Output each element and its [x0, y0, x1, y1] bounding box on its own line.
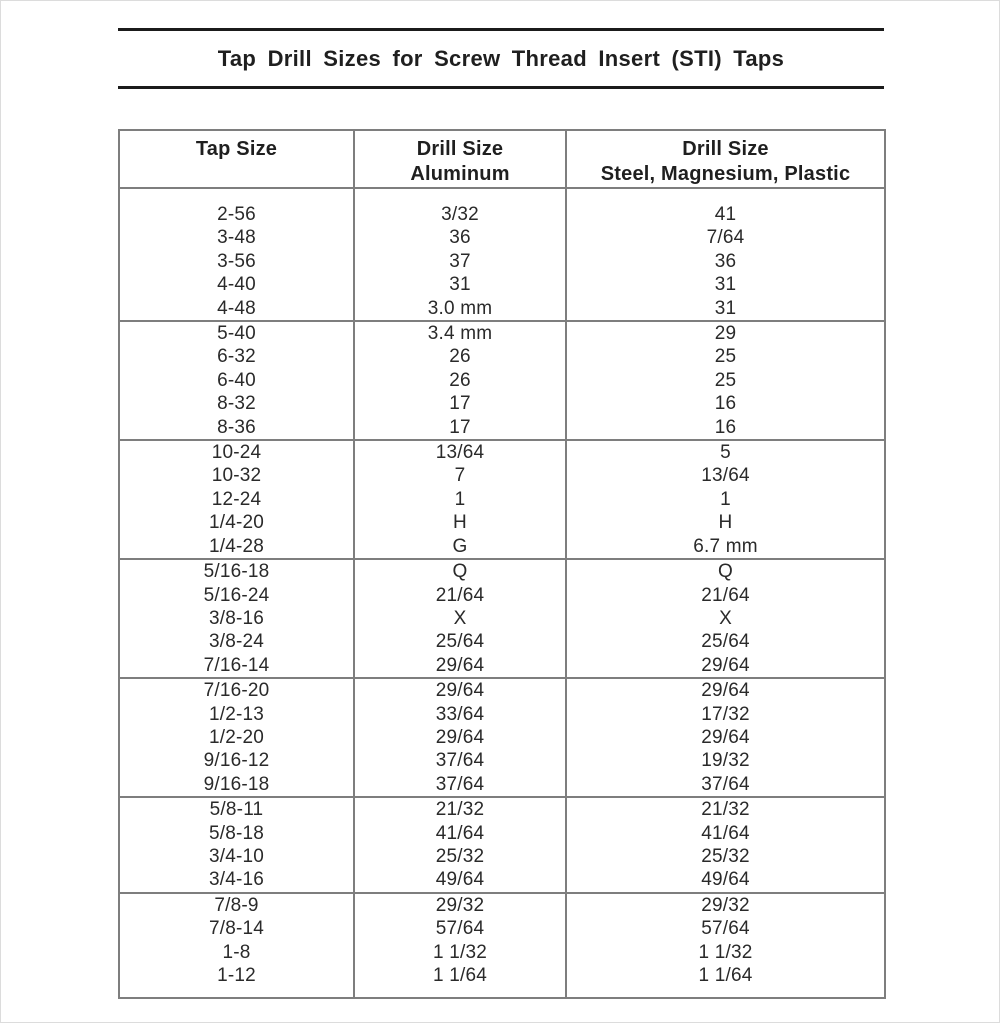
cell-drill-aluminum: 33/64: [354, 703, 566, 726]
table-row: [119, 297, 885, 321]
cell-drill-steel: 29/64: [566, 678, 885, 702]
table-row: [119, 559, 885, 583]
cell-tap-size: 6-32: [119, 345, 354, 368]
cell-drill-steel: Q: [566, 559, 885, 583]
cell-drill-aluminum: 36: [354, 226, 566, 249]
table-row: [119, 941, 885, 964]
cell-tap-size: 5-40: [119, 321, 354, 345]
col-header-line: Steel, Magnesium, Plastic: [600, 163, 851, 185]
cell-tap-size: 4-40: [119, 273, 354, 296]
cell-drill-aluminum: 26: [354, 369, 566, 392]
cell-drill-steel: 41: [566, 188, 885, 226]
cell-drill-aluminum: 3/32: [354, 188, 566, 226]
table-row: [119, 797, 885, 821]
cell-drill-steel: 21/32: [566, 797, 885, 821]
table-row: [119, 226, 885, 249]
table-header: [119, 130, 885, 188]
table-row: [119, 893, 885, 917]
cell-drill-steel: 1: [720, 488, 731, 510]
cell-tap-size: 9/16-18: [119, 773, 354, 797]
cell-tap-size: 3/8-24: [119, 630, 354, 653]
table-row: [119, 369, 885, 392]
cell-drill-aluminum: 29/32: [354, 893, 566, 917]
cell-tap-size: 3/4-16: [119, 868, 354, 892]
cell-tap-size: 3-48: [119, 226, 354, 249]
col-header-line: Tap Size: [195, 138, 278, 160]
cell-drill-aluminum: 41/64: [354, 822, 566, 845]
header-row: [119, 130, 885, 188]
cell-drill-aluminum: 26: [354, 345, 566, 368]
cell-drill-steel: 5: [566, 440, 885, 464]
table-row: [119, 416, 885, 440]
cell-tap-size: 1/4-28: [119, 535, 354, 559]
cell-drill-steel: 36: [714, 250, 737, 272]
table-row: [119, 917, 885, 940]
cell-drill-steel: 19/32: [701, 750, 750, 772]
cell-drill-aluminum: 1 1/32: [354, 941, 566, 964]
cell-drill-steel: 7/64: [706, 227, 745, 249]
cell-drill-aluminum: 17: [354, 416, 566, 440]
cell-drill-aluminum: 1: [354, 488, 566, 511]
cell-drill-steel: 29/64: [701, 654, 750, 676]
cell-tap-size: 5/16-18: [119, 559, 354, 583]
cell-drill-steel: 21/64: [701, 584, 750, 606]
cell-drill-aluminum: 3.0 mm: [354, 297, 566, 321]
table-row: [119, 535, 885, 559]
tap-drill-table: [118, 129, 886, 999]
table-row: [119, 964, 885, 998]
table-row: [119, 726, 885, 749]
cell-drill-steel: 25: [714, 346, 737, 368]
cell-tap-size: 3-56: [119, 250, 354, 273]
table-row: [119, 440, 885, 464]
cell-drill-steel: X: [719, 607, 732, 629]
cell-tap-size: 8-36: [119, 416, 354, 440]
cell-drill-steel: H: [718, 512, 733, 534]
table-row: [119, 345, 885, 368]
cell-tap-size: 5/16-24: [119, 584, 354, 607]
cell-tap-size: 7/16-14: [119, 654, 354, 678]
cell-tap-size: 1/2-20: [119, 726, 354, 749]
table-row: [119, 511, 885, 534]
cell-drill-aluminum: Q: [354, 559, 566, 583]
cell-drill-aluminum: 21/64: [354, 584, 566, 607]
table-row: [119, 188, 885, 226]
tap-size-group: [119, 188, 885, 321]
cell-tap-size: 7/16-20: [119, 678, 354, 702]
cell-tap-size: 2-56: [119, 188, 354, 226]
cell-tap-size: 1/4-20: [119, 511, 354, 534]
cell-drill-aluminum: 1 1/64: [354, 964, 566, 998]
cell-tap-size: 5/8-18: [119, 822, 354, 845]
cell-drill-steel: 41/64: [701, 822, 750, 844]
cell-drill-steel: 25/64: [701, 631, 750, 653]
tap-size-group: [119, 678, 885, 797]
tap-size-group: [119, 559, 885, 678]
tap-size-group: [119, 893, 885, 999]
cell-tap-size: 8-32: [119, 392, 354, 415]
cell-drill-steel: 31: [714, 297, 737, 319]
cell-tap-size: 9/16-12: [119, 749, 354, 772]
cell-drill-aluminum: 37: [354, 250, 566, 273]
cell-drill-steel: 16: [714, 416, 737, 438]
cell-drill-steel: 31: [714, 274, 737, 296]
cell-drill-steel: 6.7 mm: [693, 535, 758, 557]
cell-drill-steel: 29: [566, 321, 885, 345]
cell-tap-size: 1-12: [119, 964, 354, 998]
cell-drill-steel: 29/32: [566, 893, 885, 917]
cell-drill-aluminum: 7: [354, 464, 566, 487]
cell-drill-steel: 37/64: [701, 773, 750, 795]
cell-drill-aluminum: 13/64: [354, 440, 566, 464]
cell-tap-size: 1-8: [119, 941, 354, 964]
cell-drill-steel: 17/32: [701, 703, 750, 725]
cell-tap-size: 12-24: [119, 488, 354, 511]
cell-drill-steel: 57/64: [701, 918, 750, 940]
table-row: [119, 845, 885, 868]
table-row: [119, 250, 885, 273]
table-row: [119, 703, 885, 726]
cell-drill-aluminum: 49/64: [354, 868, 566, 892]
col-header-drill-steel: [566, 130, 885, 188]
table-row: [119, 464, 885, 487]
cell-tap-size: 6-40: [119, 369, 354, 392]
page-title: Tap Drill Sizes for Screw Thread Insert (STI) Taps: [217, 46, 785, 71]
cell-drill-aluminum: 17: [354, 392, 566, 415]
cell-drill-aluminum: 37/64: [354, 749, 566, 772]
cell-tap-size: 4-48: [119, 297, 354, 321]
tap-size-group: [119, 440, 885, 559]
col-header-line: Drill Size: [682, 138, 769, 160]
col-header-drill-aluminum: [354, 130, 566, 188]
table-row: [119, 273, 885, 296]
tap-size-group: [119, 321, 885, 440]
cell-drill-aluminum: 25/64: [354, 630, 566, 653]
tap-size-group: [119, 797, 885, 893]
table-row: [119, 392, 885, 415]
cell-tap-size: 5/8-11: [119, 797, 354, 821]
table-row: [119, 749, 885, 772]
cell-tap-size: 10-32: [119, 464, 354, 487]
cell-tap-size: 7/8-9: [119, 893, 354, 917]
table-row: [119, 822, 885, 845]
cell-drill-aluminum: X: [354, 607, 566, 630]
cell-drill-steel: 16: [714, 393, 737, 415]
cell-tap-size: 3/8-16: [119, 607, 354, 630]
cell-tap-size: 7/8-14: [119, 917, 354, 940]
cell-drill-steel: 25/32: [701, 845, 750, 867]
cell-drill-steel: 49/64: [701, 869, 750, 891]
cell-drill-steel: 29/64: [701, 726, 750, 748]
cell-tap-size: 10-24: [119, 440, 354, 464]
table-row: [119, 678, 885, 702]
col-header-tap-size: [119, 130, 354, 188]
cell-drill-aluminum: 31: [354, 273, 566, 296]
cell-drill-aluminum: 21/32: [354, 797, 566, 821]
document-title-block: [118, 28, 884, 89]
cell-drill-aluminum: 29/64: [354, 654, 566, 678]
table-row: [119, 488, 885, 511]
cell-drill-steel: 1 1/64: [698, 965, 753, 986]
cell-drill-aluminum: 29/64: [354, 726, 566, 749]
cell-drill-aluminum: 37/64: [354, 773, 566, 797]
cell-drill-steel: 1 1/32: [698, 941, 753, 963]
cell-drill-aluminum: G: [354, 535, 566, 559]
cell-tap-size: 3/4-10: [119, 845, 354, 868]
cell-drill-steel: 13/64: [701, 465, 750, 487]
table-row: [119, 584, 885, 607]
table-row: [119, 321, 885, 345]
table-row: [119, 607, 885, 630]
cell-drill-aluminum: H: [354, 511, 566, 534]
col-header-line: Aluminum: [410, 163, 510, 185]
table-row: [119, 630, 885, 653]
table-row: [119, 868, 885, 892]
cell-drill-aluminum: 3.4 mm: [354, 321, 566, 345]
cell-drill-aluminum: 29/64: [354, 678, 566, 702]
cell-drill-aluminum: 57/64: [354, 917, 566, 940]
col-header-line: Drill Size: [416, 138, 504, 160]
table-row: [119, 773, 885, 797]
cell-tap-size: 1/2-13: [119, 703, 354, 726]
cell-drill-aluminum: 25/32: [354, 845, 566, 868]
table-row: [119, 654, 885, 678]
cell-drill-steel: 25: [714, 369, 737, 391]
